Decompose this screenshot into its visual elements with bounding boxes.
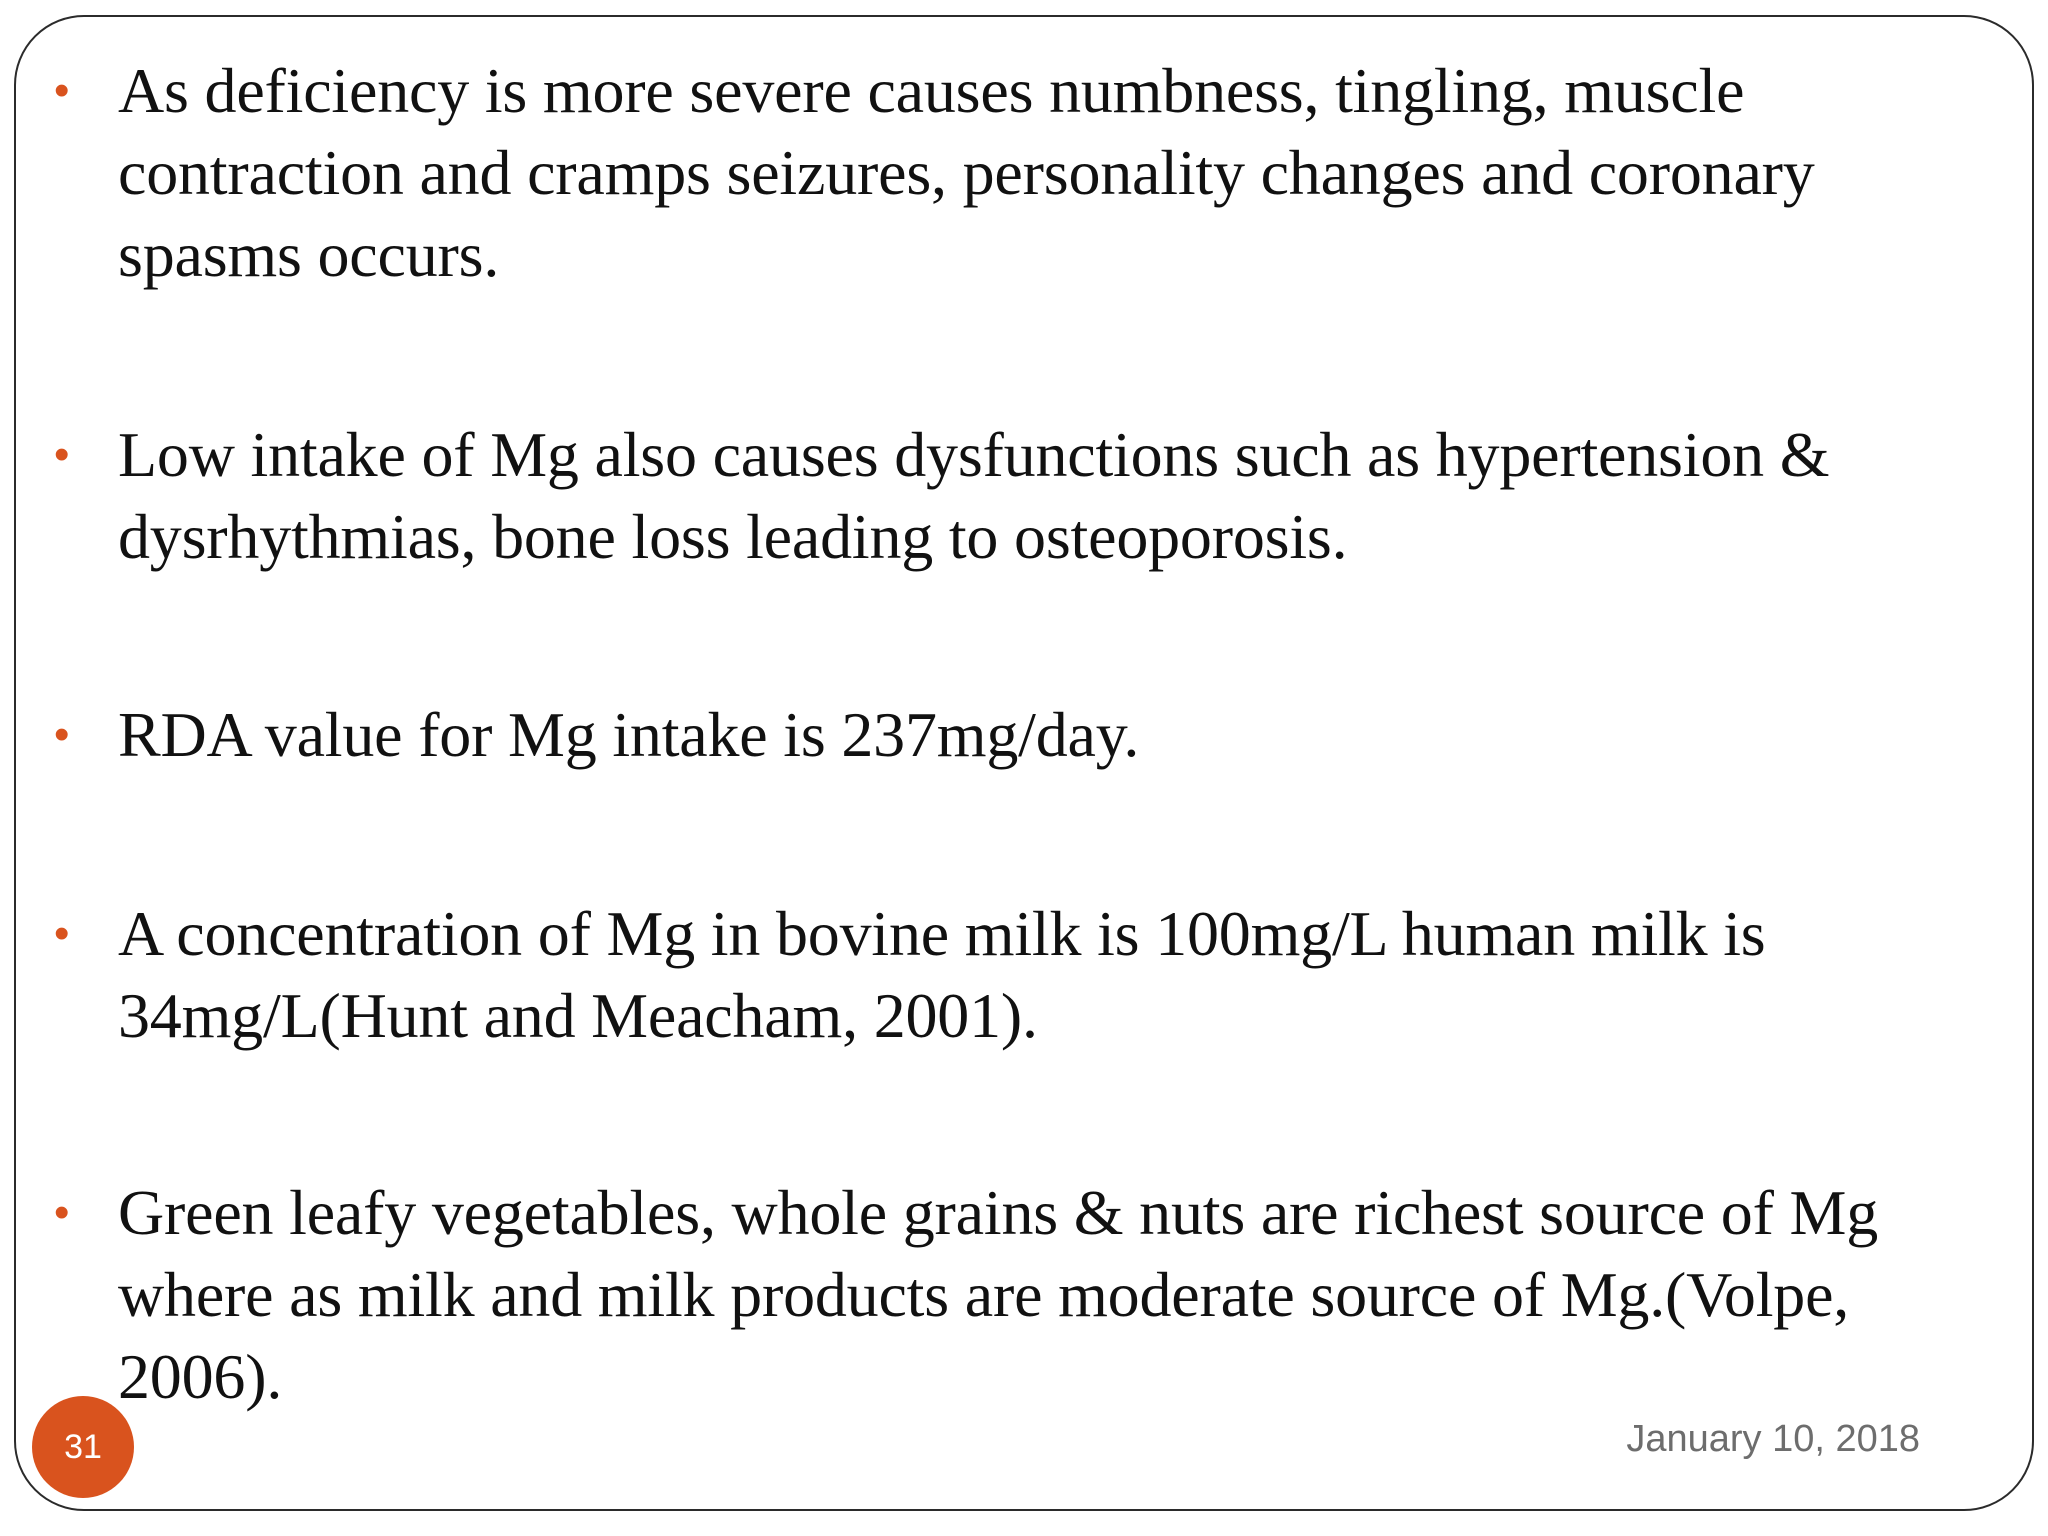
bullet-item-3 <box>52 694 1982 776</box>
bullet-marker: • <box>54 430 70 479</box>
page-number-badge: 31 <box>32 1396 134 1498</box>
bullet-marker: • <box>54 909 70 958</box>
bullet-text: Green leafy vegetables, whole grains & nuts are richest source of Mg where as milk and milk products are moderate source of Mg.(Volpe, 2006). <box>118 1177 1878 1412</box>
bullet-marker: • <box>54 710 70 759</box>
bullet-item-2 <box>52 414 1982 578</box>
bullet-marker: • <box>54 1188 70 1237</box>
bullet-item-5 <box>52 1172 1982 1418</box>
bullet-item-1 <box>52 50 1982 296</box>
bullet-text: Low intake of Mg also causes dysfunctions such as hypertension & dysrhythmias, bone loss leading to osteoporosis. <box>118 419 1830 572</box>
bullet-text: As deficiency is more severe causes numbness, tingling, muscle contraction and cramps seizures, personality changes and coronary spasms occurs. <box>118 55 1815 290</box>
bullet-text: RDA value for Mg intake is 237mg/day. <box>118 699 1140 770</box>
bullet-marker: • <box>54 66 70 115</box>
bullet-item-4 <box>52 893 1982 1057</box>
footer-date: January 10, 2018 <box>1626 1418 1920 1460</box>
bullet-text: A concentration of Mg in bovine milk is 100mg/L human milk is 34mg/L(Hunt and Meacham, 2001). <box>118 898 1766 1051</box>
